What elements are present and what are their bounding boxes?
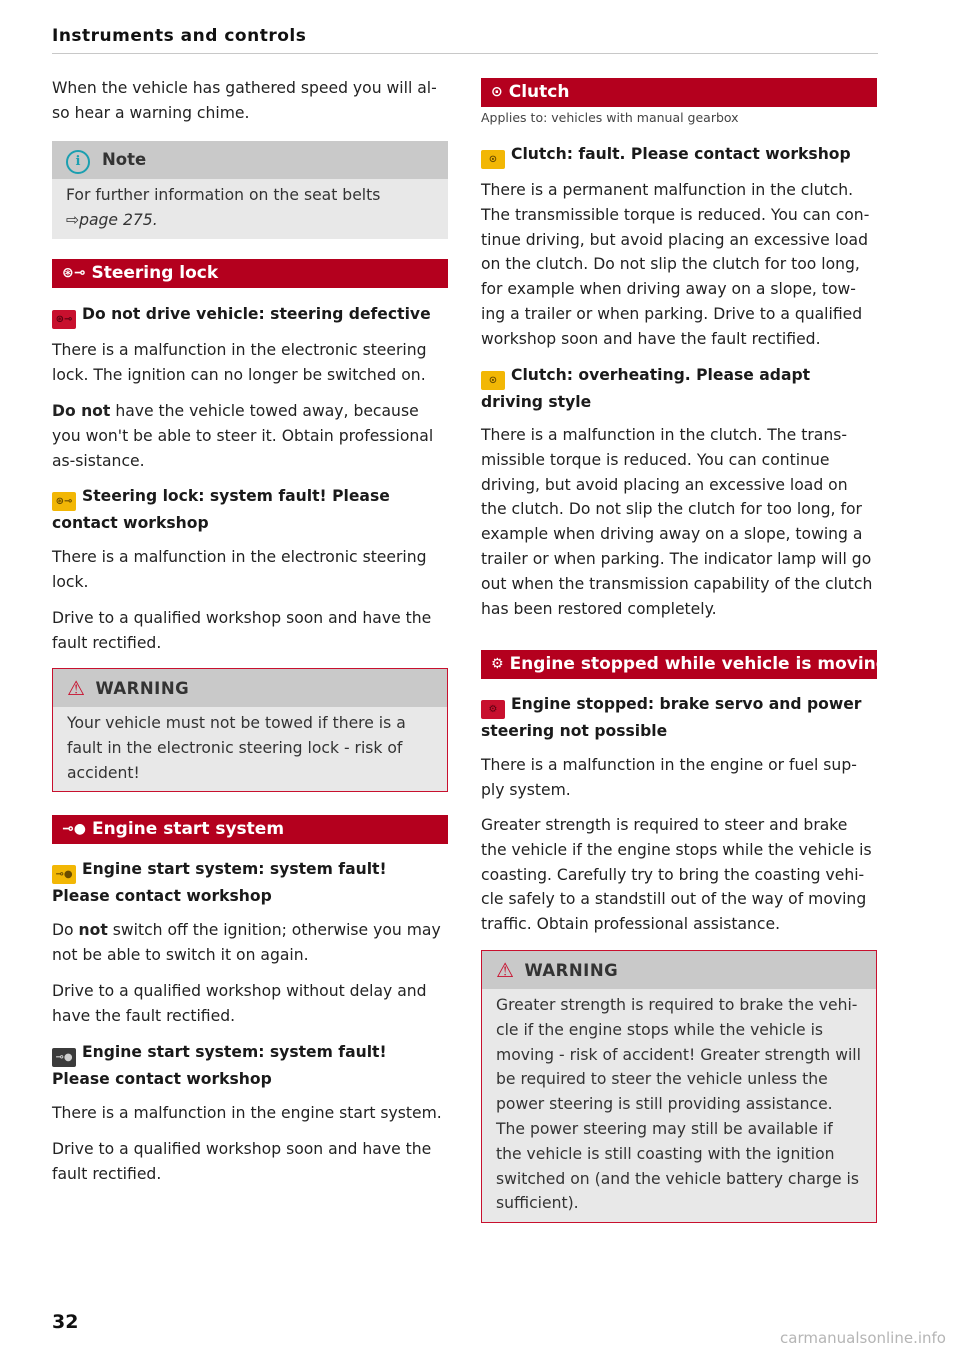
page-reference-link[interactable]: ⇨page 275.: [66, 210, 158, 229]
warning-text: Your vehicle must not be towed if there is a fault in the electronic steering lock - risk of accident!: [67, 714, 406, 782]
warning-header-right: [482, 951, 876, 989]
engine-start-fault-heading-1: [52, 857, 448, 909]
engine-stopped-section-bar: [481, 650, 888, 679]
steering-lock-yellow-lamp-icon: ⊛⊸: [52, 492, 76, 511]
clutch-section-bar: [481, 78, 877, 107]
page-number: 32: [52, 1311, 79, 1333]
info-icon: i: [66, 150, 90, 174]
steering-tow-text: [52, 399, 448, 473]
section-title: Instruments and controls: [52, 26, 307, 46]
clutch-overheating-title: Clutch: overheating. Please adapt driving style: [481, 366, 811, 411]
key-yellow-lamp-icon: ⊸●: [52, 865, 76, 884]
watermark: carmanualsonline.info: [780, 1329, 946, 1347]
steering-tow-bold: Do not: [52, 402, 111, 420]
clutch-fault-title: Clutch: fault. Please contact workshop: [511, 145, 851, 163]
clutch-overheating-heading: [481, 363, 877, 415]
applies-to-text: Applies to: vehicles with manual gearbox: [481, 110, 739, 125]
clutch-yellow-lamp-icon: ⊙: [481, 150, 505, 169]
ignition-text-rest: switch off the ignition; otherwise you may not be able to switch it on again.: [52, 921, 441, 964]
clutch-fault-heading: [481, 142, 877, 169]
note-header: [52, 141, 448, 179]
warning-header: [53, 669, 447, 707]
steering-defective-heading: [52, 302, 448, 329]
header-divider: [52, 53, 878, 54]
note-text: For further information on the seat belts: [66, 186, 381, 204]
clutch-icon: ⊙: [491, 84, 503, 100]
key-gray-lamp-icon: ⊸●: [52, 1048, 76, 1067]
warning-triangle-icon: ⚠: [496, 958, 515, 982]
engine-stopped-text-2: Greater strength is required to steer and brake the vehicle if the engine stops while the vehicle is coasting. Carefully try to bring the coasting vehi-cle safely to a standstill out of the way of moving traffic. Obtain professional assistance.: [481, 816, 872, 934]
steering-fault-heading: [52, 484, 448, 536]
steering-fault-title: Steering lock: system fault! Please contact workshop: [52, 487, 390, 532]
clutch-title: Clutch: [508, 82, 570, 102]
engine-start-ignition-text: [52, 918, 448, 968]
warning-title-right: WARNING: [524, 961, 619, 980]
engine-start-title: Engine start system: [91, 819, 285, 839]
steering-defective-title: Do not drive vehicle: steering defective: [82, 305, 431, 323]
engine-start-action-2: Drive to a qualified workshop soon and have the fault rectified.: [52, 1140, 432, 1183]
warning-text-right: Greater strength is required to brake the vehi-cle if the engine stops while the vehicle is moving - risk of accident! Greater strength will be required to steer the vehicle unless the power steering is still providing assistance. The power steering may still be available if the vehicle is still coasting with the ignition switched on (and the vehicle battery charge is sufficient).: [496, 996, 861, 1213]
engine-stopped-heading: [481, 692, 877, 744]
engine-stopped-msg-title: Engine stopped: brake servo and power steering not possible: [481, 695, 862, 740]
engine-start-fault-heading-2: [52, 1040, 448, 1092]
warning-title: WARNING: [95, 679, 190, 698]
engine-start-action-1: Drive to a qualified workshop without delay and have the fault rectified.: [52, 982, 427, 1025]
steering-lock-section-bar: [52, 259, 448, 288]
clutch-overheat-lamp-icon: ⊙: [481, 371, 505, 390]
steering-tow-rest: have the vehicle towed away, because you won't be able to steer it. Obtain professional as-sistance.: [52, 402, 434, 470]
steering-lock-icon: ⊛⊸: [62, 265, 86, 281]
steering-fault-action: Drive to a qualified workshop soon and have the fault rectified.: [52, 609, 432, 652]
note-box: [52, 141, 448, 239]
engine-start-fault-title-1: Engine start system: system fault! Please contact workshop: [52, 860, 387, 905]
steering-defective-text: There is a malfunction in the electronic steering lock. The ignition can no longer be switched on.: [52, 341, 427, 384]
engine-stopped-text-1: There is a malfunction in the engine or fuel sup-ply system.: [481, 756, 857, 799]
note-body: [52, 179, 448, 239]
ignition-text-pre: Do: [52, 921, 79, 939]
steering-lock-title: Steering lock: [91, 263, 219, 283]
steering-lock-red-lamp-icon: ⊛⊸: [52, 310, 76, 329]
key-icon: ⊸●: [62, 821, 86, 837]
clutch-overheating-text: There is a malfunction in the clutch. The trans-missible torque is reduced. You can continue driving, but avoid placing an excessive load on the clutch. Do not slip the clutch for too long, for example when driving away on a slope, towing a trailer or when parking. The indicator lamp will go out when the transmission capability of the clutch has been restored completely.: [481, 426, 873, 618]
engine-stopped-warning-box: [481, 950, 877, 1223]
clutch-fault-text: There is a permanent malfunction in the clutch. The transmissible torque is reduced. You can con-tinue driving, but avoid placing an excessive load on the clutch. Do not slip the clutch for too long, for example when driving away on a slope, tow-ing a trailer or when parking. Drive to a qualified workshop soon and have the fault rectified.: [481, 181, 870, 348]
ignition-text-bold: not: [78, 921, 108, 939]
intro-text: When the vehicle has gathered speed you will al-so hear a warning chime.: [52, 79, 437, 122]
engine-start-malfunction-text: There is a malfunction in the engine start system.: [52, 1104, 442, 1122]
warning-triangle-icon: ⚠: [67, 676, 86, 700]
steering-warning-box: [52, 668, 448, 792]
engine-start-section-bar: [52, 815, 448, 844]
engine-stopped-title: Engine stopped while vehicle is moving: [509, 654, 888, 674]
steering-fault-text: There is a malfunction in the electronic steering lock.: [52, 548, 427, 591]
engine-start-fault-title-2: Engine start system: system fault! Please contact workshop: [52, 1043, 387, 1088]
note-title: Note: [102, 150, 147, 169]
engine-stopped-icon: ⚙: [491, 656, 504, 672]
engine-stopped-red-lamp-icon: ⚙: [481, 700, 505, 719]
